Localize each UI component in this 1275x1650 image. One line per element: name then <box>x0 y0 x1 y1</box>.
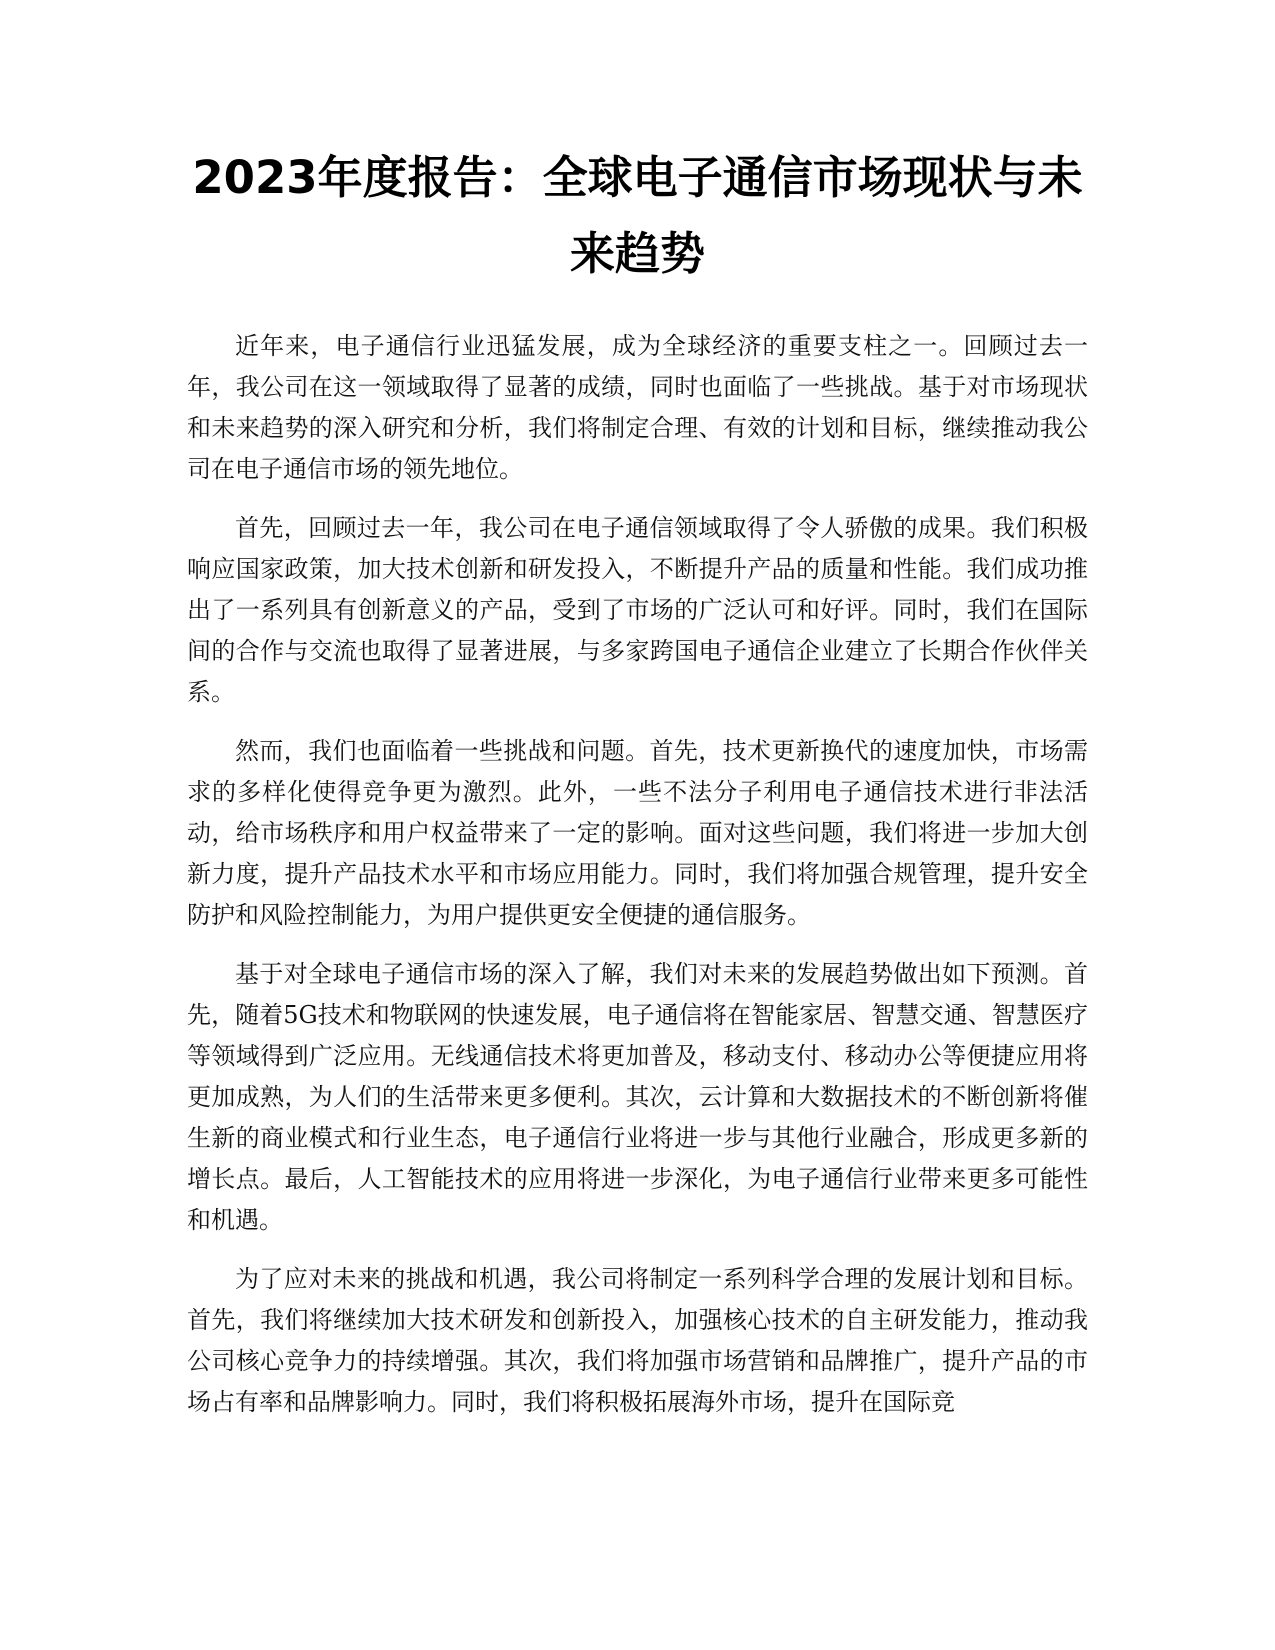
paragraph-plans: 为了应对未来的挑战和机遇，我公司将制定一系列科学合理的发展计划和目标。首先，我们将继续加大技术研发和创新投入，加强核心技术的自主研发能力，推动我公司核心竞争力的持续增强。其次，我们将加强市场营销和品牌推广，提升产品的市场占有率和品牌影响力。同时，我们将积极拓展海外市场，提升在国际竞 <box>187 1265 1088 1416</box>
paragraph-challenges: 然而，我们也面临着一些挑战和问题。首先，技术更新换代的速度加快，市场需求的多样化使得竞争更为激烈。此外，一些不法分子利用电子通信技术进行非法活动，给市场秩序和用户权益带来了一定的影响。面对这些问题，我们将进一步加大创新力度，提升产品技术水平和市场应用能力。同时，我们将加强合规管理，提升安全防护和风险控制能力，为用户提供更安全便捷的通信服务。 <box>187 737 1088 929</box>
paragraph-trends: 基于对全球电子通信市场的深入了解，我们对未来的发展趋势做出如下预测。首先，随着5G技术和物联网的快速发展，电子通信将在智能家居、智慧交通、智慧医疗等领域得到广泛应用。无线通信技术将更加普及，移动支付、移动办公等便捷应用将更加成熟，为人们的生活带来更多便利。其次，云计算和大数据技术的不断创新将催生新的商业模式和行业生态，电子通信行业将进一步与其他行业融合，形成更多新的增长点。最后，人工智能技术的应用将进一步深化，为电子通信行业带来更多可能性和机遇。 <box>187 960 1088 1234</box>
paragraph-intro: 近年来，电子通信行业迅猛发展，成为全球经济的重要支柱之一。回顾过去一年，我公司在这一领域取得了显著的成绩，同时也面临了一些挑战。基于对市场现状和未来趋势的深入研究和分析，我们将制定合理、有效的计划和目标，继续推动我公司在电子通信市场的领先地位。 <box>187 332 1088 483</box>
paragraph-achievements: 首先，回顾过去一年，我公司在电子通信领域取得了令人骄傲的成果。我们积极响应国家政策，加大技术创新和研发投入，不断提升产品的质量和性能。我们成功推出了一系列具有创新意义的产品，受到了市场的广泛认可和好评。同时，我们在国际间的合作与交流也取得了显著进展，与多家跨国电子通信企业建立了长期合作伙伴关系。 <box>187 514 1088 706</box>
document-title: 2023年度报告：全球电子通信市场现状与未来趋势 <box>192 151 1083 280</box>
document-body <box>187 140 1088 1441</box>
